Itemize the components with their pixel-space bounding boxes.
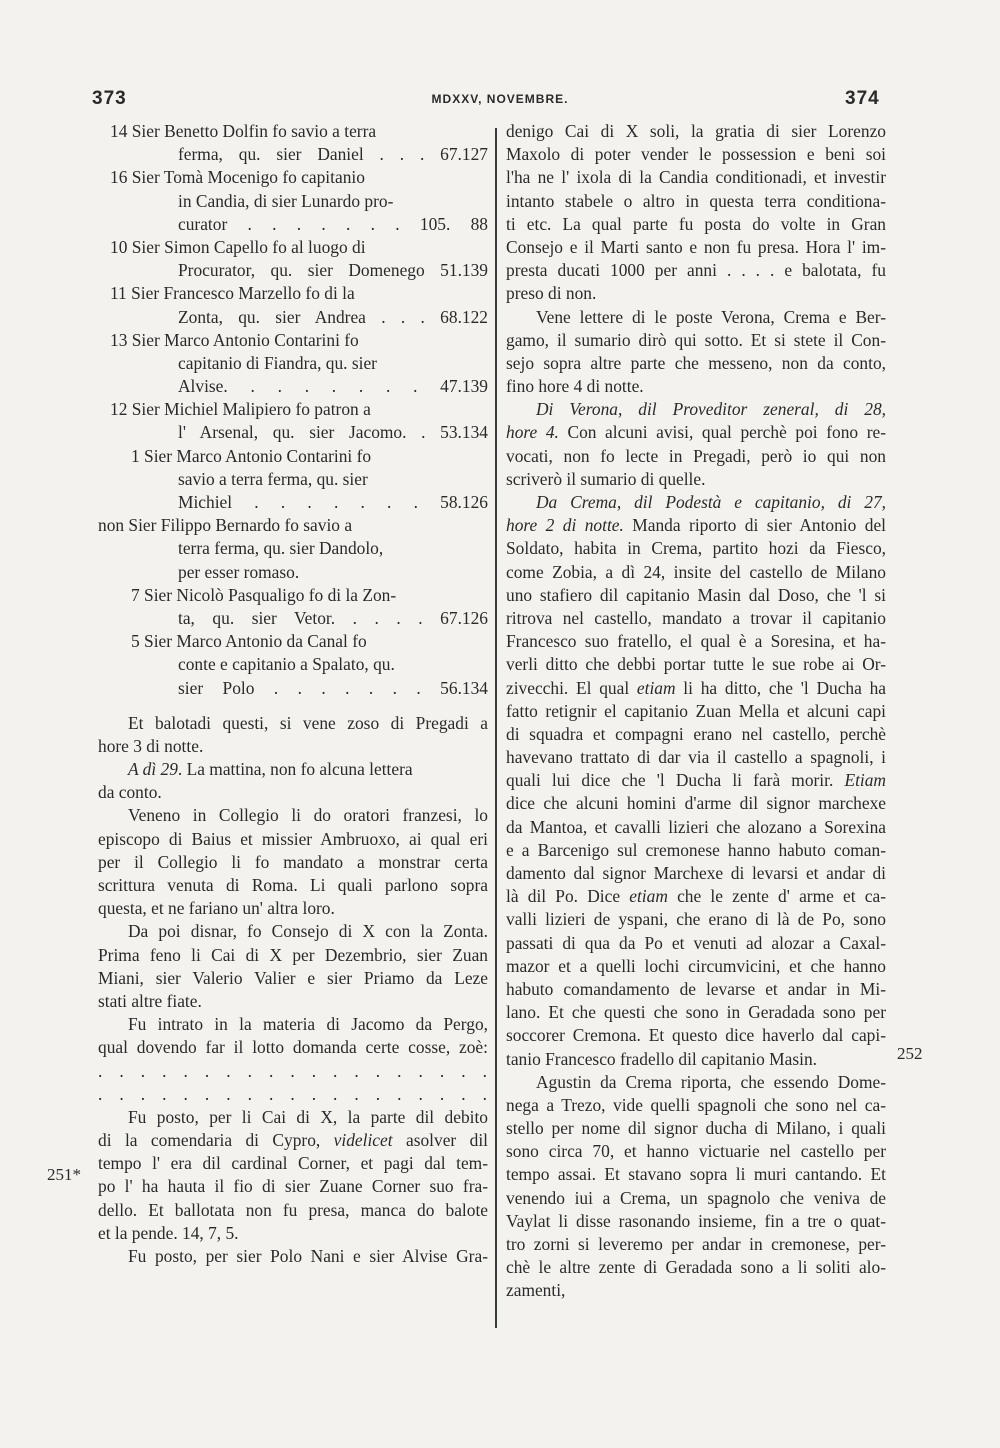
text-line: savio a terra ferma, qu. sier	[178, 468, 368, 489]
text-line: da conto.	[98, 782, 162, 803]
text-line: là dil Po. Dice etiam che le zente d' arme et ca-	[506, 886, 887, 907]
text-line: chè le altre zente di Geradada sono a li soliti alo-	[506, 1257, 886, 1278]
text-line: sier Polo . . . . . . . 56.134	[178, 677, 488, 698]
text-line: habuto comandamento de levarse et andar in Mi-	[506, 978, 886, 999]
text-line: zamenti,	[506, 1280, 566, 1301]
text-line: Fu posto, per li Cai di X, la parte dil debito	[128, 1106, 488, 1127]
column-divider	[495, 128, 497, 1328]
text-line: mazor et a quelli lochi circumvicini, et che hanno	[506, 955, 886, 976]
text-line: tempo l' era dil cardinal Corner, et pagi dal tem-	[98, 1153, 488, 1174]
text-line: 12 Sier Michiel Malipiero fo patron a	[110, 399, 371, 420]
text-line: conte e capitanio a Spalato, qu.	[178, 654, 395, 675]
text-line: vocati, non fo lecte in Pregadi, però io qui non	[506, 445, 886, 466]
text-line: Da poi disnar, fo Consejo di X con la Zonta.	[128, 921, 488, 942]
text-line: nega a Trezo, vide quelli spagnoli che sono nel ca-	[506, 1094, 886, 1115]
text-line: damento dal signor Marchexe di levarsi et andar di	[506, 863, 886, 883]
text-line: gamo, il sumario dirò qui sotto. Et si stete il Con-	[506, 329, 886, 350]
ellipsis-line: . . . . . . . . . . . . . . . . . . .	[98, 1083, 488, 1104]
page-header	[0, 88, 1000, 112]
text-line: 7 Sier Nicolò Pasqualigo fo di la Zon-	[131, 584, 397, 605]
margin-note-left: 251*	[47, 1165, 81, 1184]
text-line: hore 3 di notte.	[98, 735, 204, 756]
text-line: 11 Sier Francesco Marzello fo di la	[110, 283, 355, 304]
text-line: verli ditto che debbi portar tutte le sue robe ai Or-	[506, 654, 886, 675]
text-line: per il Collegio li fo mandato a monstrar certa	[98, 851, 488, 872]
text-line: et la pende. 14, 7, 5.	[98, 1222, 239, 1243]
ellipsis-line: . . . . . . . . . . . . . . . . . . .	[98, 1060, 488, 1081]
text-line: terra ferma, qu. sier Dandolo,	[178, 538, 384, 559]
text-line: l'ha ne l' ixola di la Candia conditionadi, et investir	[506, 167, 886, 188]
text-line: denigo Cai di X soli, la gratia di sier Lorenzo	[506, 121, 886, 141]
text-line: quali lui dice che 'l Ducha li farà morir. Etiam	[506, 770, 886, 791]
text-line: tanio Francesco fradello dil capitanio Masin.	[506, 1048, 818, 1069]
text-line: come Zobia, a dì 24, insite del castello de Milano	[506, 561, 886, 582]
left-column	[98, 120, 489, 1268]
text-line: sejo sopra altre parte che messeno, non da conto,	[506, 352, 886, 373]
text-line: Alvise. . . . . . . . 47.139	[178, 376, 488, 397]
text-line: Vene lettere di le poste Verona, Crema e Ber-	[536, 306, 886, 327]
text-line: Miani, sier Valerio Valier e sier Priamo da Leze	[98, 967, 488, 988]
text-line: Agustin da Crema riporta, che essendo Dome-	[536, 1071, 886, 1092]
text-line: hore 4. Con alcuni avisi, qual perchè poi fono re-	[506, 422, 886, 443]
text-line: tro zorni si leveremo per andar in cremonese, per-	[506, 1234, 886, 1254]
text-line: da Mantoa, et cavalli lizieri che alozano a Sorexina	[506, 816, 886, 837]
running-title: MDXXV, NOVEMBRE.	[431, 92, 569, 106]
text-line: dello. Et ballotata non fu presa, manca do balote	[98, 1199, 488, 1220]
text-line: dice che alcuni homini d'arme dil signor marchexe	[506, 793, 886, 814]
text-line: havevano trattato di dar via il castello a spagnoli, i	[506, 747, 886, 768]
text-line: Fu intrato in la materia di Jacomo da Pergo,	[128, 1014, 488, 1035]
text-line: presta ducati 1000 per anni . . . . e balotata, fu	[506, 260, 886, 281]
text-line: per esser romaso.	[178, 561, 300, 582]
text-line: Soldato, habita in Crema, partito hozi da Fiesco,	[506, 538, 886, 559]
text-line: 1 Sier Marco Antonio Contarini fo	[131, 445, 372, 466]
text-line: di la comendaria di Cypro, videlicet asolver dil	[98, 1130, 489, 1151]
text-line: passati di qua da Po et venuti ad alozar a Caxal-	[506, 932, 886, 953]
text-line: A dì 29. La mattina, non fo alcuna lettera	[128, 759, 413, 780]
right-column	[506, 120, 886, 1303]
text-line: Prima feno li Cai di X per Dezembrio, sier Zuan	[98, 944, 488, 965]
text-line: venendo iui a Crema, un spagnolo che veniva de	[506, 1187, 886, 1208]
text-line: questa, et ne fariano un' altra loro.	[98, 898, 335, 919]
text-line: capitanio di Fiandra, qu. sier	[178, 352, 377, 373]
page-number-left: 373	[92, 88, 127, 109]
text-line: Consejo e il Marti santo e non fu presa. Hora l' im-	[506, 236, 886, 257]
text-line: ti etc. La qual parte fu posta do volte in Gran	[506, 213, 886, 234]
text-line: Vaylat li disse rasonando insieme, fin a tre o quat-	[506, 1210, 886, 1231]
text-line: intanto stabele o altro in questa terra conditiona-	[506, 190, 886, 211]
text-line: 13 Sier Marco Antonio Contarini fo	[110, 329, 359, 350]
text-line: zivecchi. El qual etiam li ha ditto, che 'l Ducha ha	[506, 677, 886, 698]
text-line: valli lizieri de yspani, che erano di là de Po, sono	[506, 909, 886, 930]
text-line: uno stafiero dil capitanio Masin dal Doso, che 'l si	[506, 584, 886, 605]
text-line: 5 Sier Marco Antonio da Canal fo	[131, 631, 367, 652]
text-line: preso di non.	[506, 283, 597, 304]
text-line: ritrova nel castello, mandato a trovar il capitanio	[506, 607, 886, 628]
text-line: e a Barcenigo sul cremonese hanno habuto coman-	[506, 839, 886, 860]
page-number-right: 374	[845, 88, 880, 109]
text-line: Maxolo di poter vender le possession e beni soi	[506, 144, 886, 165]
text-line: 10 Sier Simon Capello fo al luogo di	[110, 236, 366, 257]
text-line: Zonta, qu. sier Andrea . . . 68.122	[178, 306, 488, 327]
text-line: sono circa 70, et hanno victuarie nel castello per	[506, 1141, 886, 1162]
text-line: Procurator, qu. sier Domenego 51.139	[178, 260, 488, 281]
text-line: lano. Et che questi che sono in Geradada sono per	[506, 1002, 886, 1023]
text-line: fatto retignir el capitanio Zuan Mella et alcuni capi	[506, 700, 886, 721]
text-line: ta, qu. sier Vetor. . . . . 67.126	[178, 607, 488, 628]
margin-note-right: 252	[897, 1044, 923, 1063]
text-line: Et balotadi questi, si vene zoso di Pregadi a	[128, 712, 488, 733]
text-line: in Candia, di sier Lunardo pro-	[178, 190, 394, 211]
text-line: hore 2 di notte. Manda riporto di sier Antonio del	[506, 515, 886, 536]
text-line: l' Arsenal, qu. sier Jacomo. . 53.134	[178, 422, 488, 443]
text-line: 14 Sier Benetto Dolfin fo savio a terra	[110, 121, 377, 141]
text-line: Di Verona, dil Proveditor zeneral, di 28,	[536, 399, 886, 420]
text-line: 16 Sier Tomà Mocenigo fo capitanio	[110, 167, 365, 188]
text-line: scriverò il sumario di quelle.	[506, 468, 706, 489]
text-line: stati altre fiate.	[98, 990, 202, 1011]
text-line: non Sier Filippo Bernardo fo savio a	[98, 515, 353, 536]
text-line: Fu posto, per sier Polo Nani e sier Alvise Gra-	[128, 1246, 488, 1266]
text-line: curator . . . . . . . 105. 88	[178, 213, 488, 234]
text-line: fino hore 4 di notte.	[506, 376, 644, 397]
text-line: Da Crema, dil Podestà e capitanio, di 27,	[536, 492, 886, 512]
text-line: Michiel . . . . . . . 58.126	[178, 492, 488, 512]
text-line: di squadra et compagni erano nel castello, perchè	[506, 723, 886, 744]
text-line: Francesco suo fratello, el qual è a Soresina, et ha-	[506, 631, 886, 652]
text-line: qual dovendo far il lotto domanda certe cosse, zoè:	[98, 1037, 488, 1058]
text-line: episcopo di Baius et missier Ambruoxo, ai qual eri	[98, 828, 488, 849]
text-line: Veneno in Collegio li do oratori franzesi, lo	[128, 805, 488, 826]
text-line: tempo assai. Et stavano sopra li muri cantando. Et	[506, 1164, 886, 1185]
text-line: soccorer Cremona. Et questo dice haverlo dal capi-	[506, 1025, 886, 1046]
text-line: stello per nome dil signor ducha di Milano, i quali	[506, 1118, 886, 1139]
text-line: po l' ha hauta il fio di sier Zuane Corner suo fra-	[98, 1176, 488, 1197]
text-line: scrittura venuta di Roma. Li quali parlono sopra	[98, 875, 488, 895]
text-line: ferma, qu. sier Daniel . . . 67.127	[178, 144, 488, 165]
